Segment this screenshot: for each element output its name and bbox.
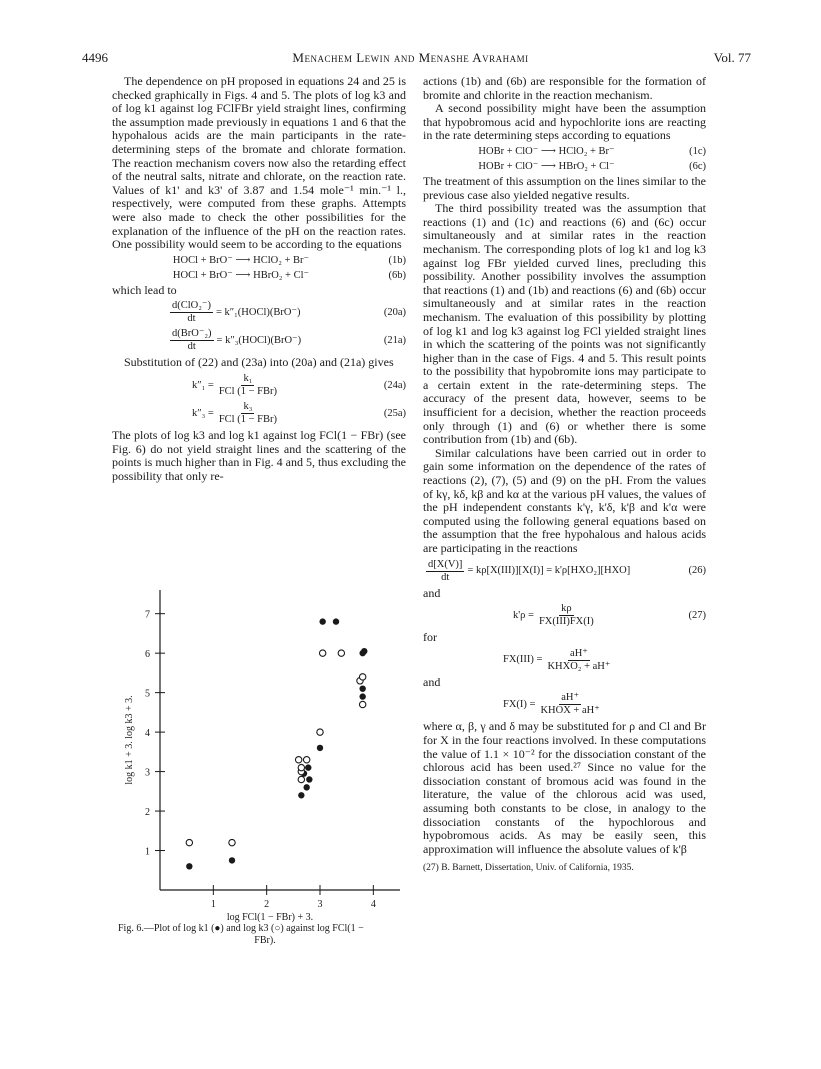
paragraph: which lead to — [112, 282, 177, 297]
paragraph: The dependence on pH proposed in equations 24 and 25 is checked graphically in Figs. 4 and 5. The plots of log k3 and of log k1 against log FClFBr yield straight lines, confirming the assumption made previously in equations 1 and 6 that the hypohalous acids are the main participants in the rate-determining steps of the bromate and chlorate formation. The reaction mechanism covers now also the retarding effect of the neutral salts, nitrate and chlorate, on the reaction rate. Values of k1' and k3' of 3.87 and 1.54 mole⁻¹ min.⁻¹ l., respectively, were computed from these graphs. Attempts were also made to check the other possibilities for the explanation of the influence of the pH on the reaction rates. One possibility would seem to be according to the equations — [112, 74, 406, 252]
equation-20a: $\frac{\text{d(ClO₂⁻)}}{dt}$ = k″₁(HOCl)(BrO⁻) (20a) — [172, 300, 406, 325]
data-point-open — [359, 701, 365, 707]
data-point-filled — [361, 648, 367, 654]
figure-caption: Fig. 6.—Plot of log k1 (●) and log k3 (○) against log FCl(1 − FBr). — [118, 923, 364, 946]
data-point-filled — [303, 784, 309, 790]
page-number: 4496 — [82, 50, 108, 65]
data-point-filled — [306, 776, 312, 782]
data-point-filled — [305, 764, 311, 770]
equation-21a: $\frac{\text{d(BrO⁻₂)}}{dt}$ = k″₃(HOCl)(BrO⁻) (21a) — [172, 328, 406, 353]
paragraph: and — [423, 585, 441, 600]
y-tick-label: 5 — [145, 688, 150, 700]
data-point-open — [186, 839, 192, 845]
footnote: (27) B. Barnett, Dissertation, Univ. of California, 1935. — [423, 863, 634, 874]
x-axis-label: log FCl(1 − FBr) + 3. — [226, 912, 314, 923]
data-point-open — [319, 650, 325, 656]
y-tick-label: 6 — [145, 649, 150, 661]
equation-1b: HOCl + BrO⁻ ⟶ HClO₂ + Br⁻ (1b) — [172, 254, 406, 266]
y-tick-label: 7 — [145, 609, 150, 621]
paragraph: The plots of log k3 and log k1 against log FCl(1 − FBr) (see Fig. 6) do not yield straight lines and the scattering of the points is much higher than in Fig. 4 and 5, thus excluding the possibility that only re- — [112, 427, 406, 483]
paragraph: Similar calculations have been carried out in order to gain some information on the dependence of the rates of reactions (2), (7), (5) and (9) on the pH. From the values of kγ, kδ, kβ and kα at the various pH values, the values of the pH independent constants k'γ, k'δ, k'β and k'α were computed using the following general equations based on the assumption that the free hypohalous and halous acids are participating in the reactions — [423, 445, 706, 555]
equation-6b: HOCl + BrO⁻ ⟶ HBrO₂ + Cl⁻ (6b) — [172, 269, 406, 281]
data-point-open — [298, 764, 304, 770]
x-tick-label: 1 — [210, 899, 216, 910]
equation-24a: k″₁ = $\frac{\text{k₁}}{\text{FCl (1 − FBr)}}$ (24a) — [192, 372, 406, 397]
data-point-filled — [229, 857, 235, 863]
x-tick-label: 3 — [317, 899, 323, 910]
y-tick-label: 1 — [145, 846, 150, 858]
data-point-filled — [333, 618, 339, 624]
data-point-open — [229, 839, 235, 845]
right-column — [423, 75, 706, 874]
equation-25a: k″₃ = $\frac{\text{k₃}}{\text{FCl (1 − FBr)}}$ (25a) — [192, 400, 406, 425]
equation-fx3: FX(III) = $\frac{aH^+}{\text{KHXO₂ + aH⁺}}$ — [503, 647, 611, 672]
y-tick-label: 2 — [145, 807, 150, 819]
data-point-open — [338, 650, 344, 656]
x-tick-label: 4 — [370, 899, 376, 910]
data-point-open — [303, 757, 309, 763]
equation-fx1: FX(I) = $\frac{aH^+}{\text{KHOX + aH⁺}}$ — [503, 692, 600, 717]
data-point-filled — [319, 618, 325, 624]
y-tick-label: 4 — [145, 728, 150, 740]
paragraph: Substitution of (22) and (23a) into (20a) and (21a) gives — [124, 355, 394, 370]
data-point-open — [317, 729, 323, 735]
data-point-open — [298, 776, 304, 782]
y-tick-label: 3 — [145, 767, 150, 779]
y-axis-label: log k1 + 3. log k3 + 3. — [124, 695, 135, 785]
equation-6c: HOBr + ClO⁻ ⟶ HBrO₂ + Cl⁻ (6c) — [478, 160, 706, 172]
paragraph: actions (1b) and (6b) are responsible for the formation of bromite and chlorite in the reaction mechanism. — [423, 74, 706, 102]
figure-6 — [110, 560, 420, 923]
x-tick-label: 2 — [264, 899, 270, 910]
left-column — [112, 75, 406, 483]
equation-26: $\frac{d[X(V)]}{dt}$ = kρ[X(III)][X(I)] = k'ρ[HXO₂][HXO] (26) — [428, 558, 706, 583]
paragraph: The treatment of this assumption on the lines similar to the previous case also yielded negative results. — [423, 173, 706, 202]
volume-label: Vol. 77 — [713, 50, 751, 65]
paragraph: where α, β, γ and δ may be substituted for ρ and Cl and Br for X in the four reactions involved. In these computations the value of 1.1 × 10⁻² for the dissociation constant of the chlorous acid has been used.²⁷ Since no value for the dissociation constant of bromous acid was found in the literature, the value of the chlorous acid was used, assuming both constants to be close, in analogy to the dissociation constants of the hypochlorous and hypobromous acids. As may be easily seen, this approximation will influence the absolute values of k'β — [423, 719, 706, 856]
data-point-filled — [186, 863, 192, 869]
data-point-filled — [298, 792, 304, 798]
data-point-filled — [359, 685, 365, 691]
data-point-filled — [359, 693, 365, 699]
data-point-open — [295, 757, 301, 763]
running-authors: Menachem Lewin and Menashe Avrahami — [292, 50, 529, 65]
paragraph: A second possibility might have been the assumption that hypobromous acid and hypochlorite ions are reacting in the rate determining steps according to equations — [423, 101, 706, 143]
paragraph: The third possibility treated was the assumption that reactions (1) and (1c) and reactions (6) and (6c) occur simultaneously and at similar rates in the reaction mechanism. The corresponding plots of log k1 and log k3 against log FBr yielded curved lines, precluding this possibility. Another possibility involves the assumption that reactions (1) and (1b) and reactions (6) and (6b) occur simultaneously and at similar rates in the reaction mechanism. The evaluation of this possibility by plotting of log k1 and log k3 against log FCl yielded straight lines in which the scattering of the points was not significantly higher than in the case of Figs. 4 and 5. This result points to the possibility that hypobromite ions may participate to a certain extent in the rate-determining steps. The accuracy of the present data, however, seems to be insufficient for a decision, whether the reaction proceeds only through (1) and (6) or whether there is some contribution from (1b) and (6b). — [423, 201, 706, 447]
paragraph: for — [423, 630, 437, 645]
page-header — [0, 50, 821, 68]
data-point-open — [359, 674, 365, 680]
data-point-filled — [317, 745, 323, 751]
equation-27: k'ρ = $\frac{k\rho}{\text{FX(III)FX(I)}}$ (27) — [513, 603, 706, 628]
equation-1c: HOBr + ClO⁻ ⟶ HClO₂ + Br⁻ (1c) — [478, 145, 706, 157]
paragraph: and — [423, 674, 441, 689]
scatter-chart — [110, 560, 420, 923]
